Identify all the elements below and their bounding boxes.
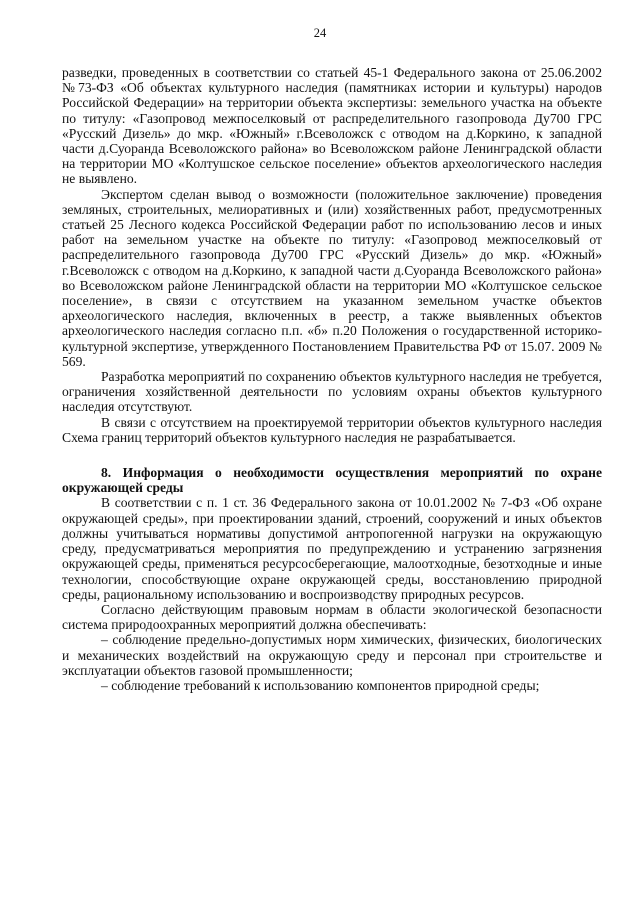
section-heading: 8. Информация о необходимости осуществления мероприятий по охране окружающей среды xyxy=(62,465,602,496)
list-item-natural-components: – соблюдение требований к использованию компонентов природной среды; xyxy=(101,677,540,693)
paragraph-ecological-safety: Согласно действующим правовым нормам в области экологической безопасности система природоохранных мероприятий должна обеспечивать: xyxy=(62,601,602,633)
paragraph-environment-law: В соответствии с п. 1 ст. 36 Федерального закона от 10.01.2002 № 7-ФЗ «Об охране окружающей среды», при проектировании зданий, строений, сооружений и иных объектов должны учитываться нормативы допустимой антропогенной нагрузки на окружающую среду, предусматриваться мероприятия по предупреждению и устранению загрязнения окружающей среды, применяться ресурсосберегающие, малоотходные, безотходные и иные технологии, способствующие охране окружающей среды, восстановлению природной среды, рациональному использованию и воспроизводству природных ресурсов. xyxy=(62,495,602,602)
paragraph-continuation: разведки, проведенных в соответствии со статьей 45-1 Федерального закона от 25.06.2002 №73-ФЗ «Об объектах культурного наследия (памятниках истории и культуры) народов Российской Федерации» на территории объекта экспертизы: земельного участка на объекте по титулу: «Газопровод межпоселковый от распределительного газопровода Ду700 ГРС «Русский Дизель» до мкр. «Южный» г.Всеволожск с отводом на д.Коркино, к западной части д.Суоранда Всеволожского района» во Всеволожском районе Ленинградской области на территории МО «Колтушское сельское поселение» объектов археологического наследия не выявлено. xyxy=(62,65,602,187)
paragraph-no-boundary-scheme: В связи с отсутствием на проектируемой территории объектов культурного наследия Схема границ территорий объектов культурного наследия не разрабатывается. xyxy=(62,414,602,445)
paragraph-no-measures-required: Разработка мероприятий по сохранению объектов культурного наследия не требуется, ограничения хозяйственной деятельности по условиям охраны объектов культурного наследия отсутствуют. xyxy=(62,369,602,415)
document-body xyxy=(62,65,602,693)
list-item-norms: – соблюдение предельно-допустимых норм химических, физических, биологических и механических воздействий на окружающую среду и персонал при строительстве и эксплуатации объектов газовой промышленности; xyxy=(62,632,602,678)
paragraph-expert-conclusion: Экспертом сделан вывод о возможности (положительное заключение) проведения земляных, строительных, мелиоративных и (или) хозяйственных работ, предусмотренных статьей 25 Лесного кодекса Российской Федерации работ по использованию лесов и иных работ на земельном участке на объекте по титулу: «Газопровод межпоселковый от распределительного газопровода Ду700 ГРС «Русский Дизель» до мкр. «Южный» г.Всеволожск с отводом на д.Коркино, к западной части д.Суоранда Всеволожского района» во Всеволожском районе Ленинградской области на территории МО «Колтушское сельское поселение», в связи с отсутствием на указанном земельном участке объектов археологического наследия, включенных в реестр, а также выявленных объектов археологического наследия согласно п.п. «б» п.20 Положения о государственной историко-культурной экспертизе, утвержденного Постановлением Правительства РФ от 15.07. 2009 № 569. xyxy=(62,186,602,369)
page-number: 24 xyxy=(313,26,327,40)
